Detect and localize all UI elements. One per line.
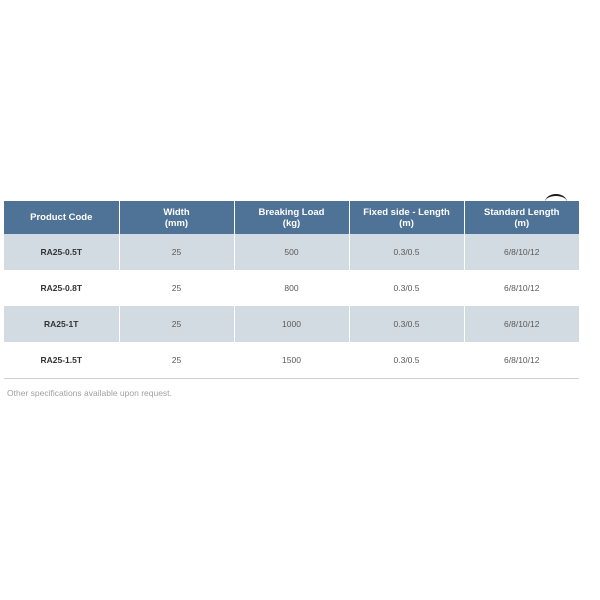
table-row [4,306,579,342]
cell-breaking-load: 1500 [234,342,349,379]
cell-fixed-side-length: 0.3/0.5 [349,270,464,306]
header-label: Breaking Load [258,206,325,218]
header-standard-length [464,201,579,234]
cell-standard-length: 6/8/10/12 [464,234,579,270]
cell-product-code: RA25-0.8T [4,270,119,306]
cell-breaking-load: 500 [234,234,349,270]
header-label: Fixed side - Length [363,206,450,218]
header-fixed-side-length [349,201,464,234]
cell-width: 25 [119,306,234,342]
cell-standard-length: 6/8/10/12 [504,283,540,293]
header-breaking-load [234,201,349,234]
header-unit: (mm) [164,217,189,229]
cell-product-code: RA25-1T [4,306,119,342]
header-label: Standard Length [484,206,560,218]
cell-width: 25 [119,270,234,306]
cell-product-code: RA25-1.5T [4,342,119,379]
cell-fixed-side-length: 0.3/0.5 [349,306,464,342]
cell-breaking-load: 800 [234,270,349,306]
header-width [119,201,234,234]
header-unit: (m) [399,217,414,229]
header-product-code [4,201,119,234]
cell-width: 25 [119,342,234,379]
cell-width: 25 [119,234,234,270]
header-unit: (m) [514,217,530,229]
specification-table [4,201,579,379]
cell-standard-length: 6/8/10/12 [464,342,579,379]
table-row [4,234,579,270]
table-row [4,342,579,379]
cell-breaking-load: 1000 [234,306,349,342]
cell-standard-length: 6/8/10/12 [464,306,579,342]
footnote: Other specifications available upon request. [7,388,172,398]
cell-fixed-side-length: 0.3/0.5 [349,342,464,379]
cell-fixed-side-length: 0.3/0.5 [349,234,464,270]
header-label: Product Code [30,212,93,223]
header-unit: (kg) [282,217,301,229]
cell-product-code: RA25-0.5T [4,234,119,270]
table-row [4,270,579,306]
header-label: Width [163,206,190,218]
table-header-row [4,201,579,234]
